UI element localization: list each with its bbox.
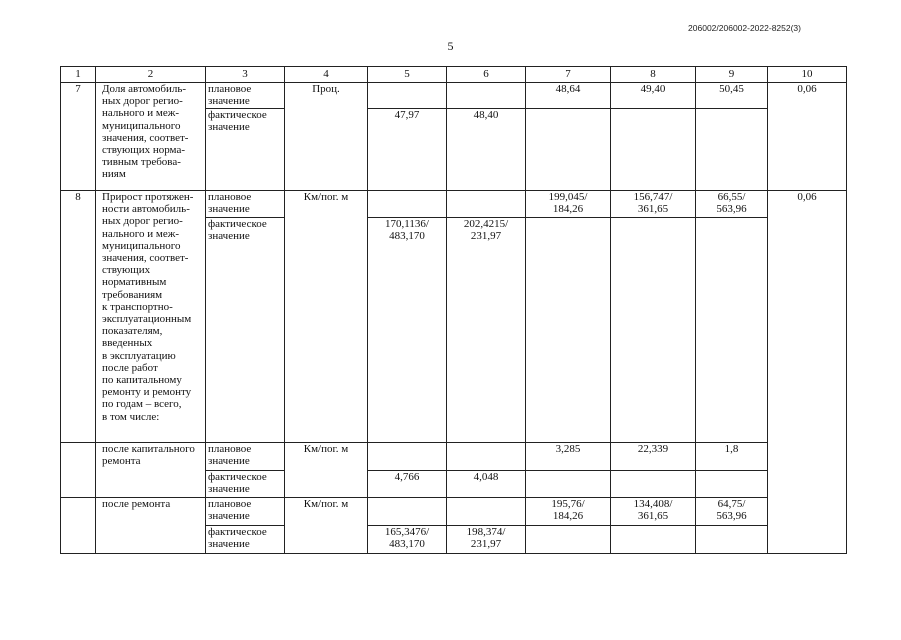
unit-cell: Проц. (285, 83, 368, 191)
value-cell: 47,97 (368, 109, 447, 191)
value-cell: 165,3476/ 483,170 (368, 526, 447, 554)
value-cell (696, 109, 768, 191)
header-cell: 7 (526, 67, 611, 83)
value-cell (696, 471, 768, 498)
header-cell: 9 (696, 67, 768, 83)
header-cell: 5 (368, 67, 447, 83)
value-cell: 64,75/ 563,96 (696, 498, 768, 526)
header-cell: 1 (61, 67, 96, 83)
indicator-name: Доля автомобиль- ных дорог регио- нального и меж- муниципального значения, соответ- ствующих норма- тивным требова- ниям (96, 83, 206, 191)
value-cell (696, 218, 768, 443)
value-cell (611, 471, 696, 498)
value-cell (447, 191, 526, 218)
value-cell: 156,747/ 361,65 (611, 191, 696, 218)
value-type: фактическое значение (206, 526, 285, 554)
value-type: фактическое значение (206, 109, 285, 191)
value-type: плановое значение (206, 498, 285, 526)
value-cell: 50,45 (696, 83, 768, 109)
value-cell (526, 218, 611, 443)
value-cell: 48,40 (447, 109, 526, 191)
value-type: плановое значение (206, 83, 285, 109)
value-cell: 48,64 (526, 83, 611, 109)
value-cell (611, 109, 696, 191)
row-number (61, 443, 96, 498)
value-cell: 199,045/ 184,26 (526, 191, 611, 218)
header-cell: 3 (206, 67, 285, 83)
unit-cell: Км/пог. м (285, 191, 368, 443)
table-row (61, 83, 847, 109)
value-cell (696, 526, 768, 554)
header-cell: 10 (768, 67, 847, 83)
header-cell: 2 (96, 67, 206, 83)
value-type: плановое значение (206, 191, 285, 218)
header-cell: 4 (285, 67, 368, 83)
value-cell (368, 498, 447, 526)
indicator-name: после капитального ремонта (96, 443, 206, 498)
value-cell: 3,285 (526, 443, 611, 471)
value-cell: 66,55/ 563,96 (696, 191, 768, 218)
row-number: 7 (61, 83, 96, 191)
document-id: 206002/206002-2022-8252(3) (688, 23, 801, 33)
unit-cell: Км/пог. м (285, 498, 368, 554)
header-row (61, 67, 847, 83)
value-cell (526, 526, 611, 554)
value-cell: 49,40 (611, 83, 696, 109)
row-number (61, 498, 96, 554)
value-cell (447, 83, 526, 109)
value-cell (368, 83, 447, 109)
indicator-name: Прирост протяжен- ности автомобиль- ных дорог регио- нального и меж- муниципального значения, соответ- ствующих нормативным требованиям к транспортно- эксплуатационным показателям, введенных в эксплуатацию после работ по капитальному ремонту и ремонту по годам – всего, в том числе: (96, 191, 206, 443)
value-cell: 1,8 (696, 443, 768, 471)
value-cell (526, 471, 611, 498)
value-cell (368, 191, 447, 218)
value-cell (447, 498, 526, 526)
value-cell: 134,408/ 361,65 (611, 498, 696, 526)
table-row (61, 191, 847, 218)
page-number: 5 (447, 39, 454, 53)
table-row (61, 443, 847, 471)
unit-cell: Км/пог. м (285, 443, 368, 498)
value-cell (526, 109, 611, 191)
value-cell: 0,06 (768, 191, 847, 554)
value-type: плановое значение (206, 443, 285, 471)
value-cell: 4,766 (368, 471, 447, 498)
value-cell (611, 526, 696, 554)
value-cell (611, 218, 696, 443)
header-cell: 8 (611, 67, 696, 83)
value-cell: 195,76/ 184,26 (526, 498, 611, 526)
value-cell: 22,339 (611, 443, 696, 471)
value-type: фактическое значение (206, 218, 285, 443)
value-cell: 0,06 (768, 83, 847, 191)
value-cell: 170,1136/ 483,170 (368, 218, 447, 443)
value-cell: 198,374/ 231,97 (447, 526, 526, 554)
value-cell (447, 443, 526, 471)
row-number: 8 (61, 191, 96, 443)
header-cell: 6 (447, 67, 526, 83)
indicator-name: после ремонта (96, 498, 206, 554)
value-cell: 4,048 (447, 471, 526, 498)
value-cell: 202,4215/ 231,97 (447, 218, 526, 443)
value-cell (368, 443, 447, 471)
indicators-table (60, 66, 847, 554)
table-row (61, 498, 847, 526)
value-type: фактическое значение (206, 471, 285, 498)
